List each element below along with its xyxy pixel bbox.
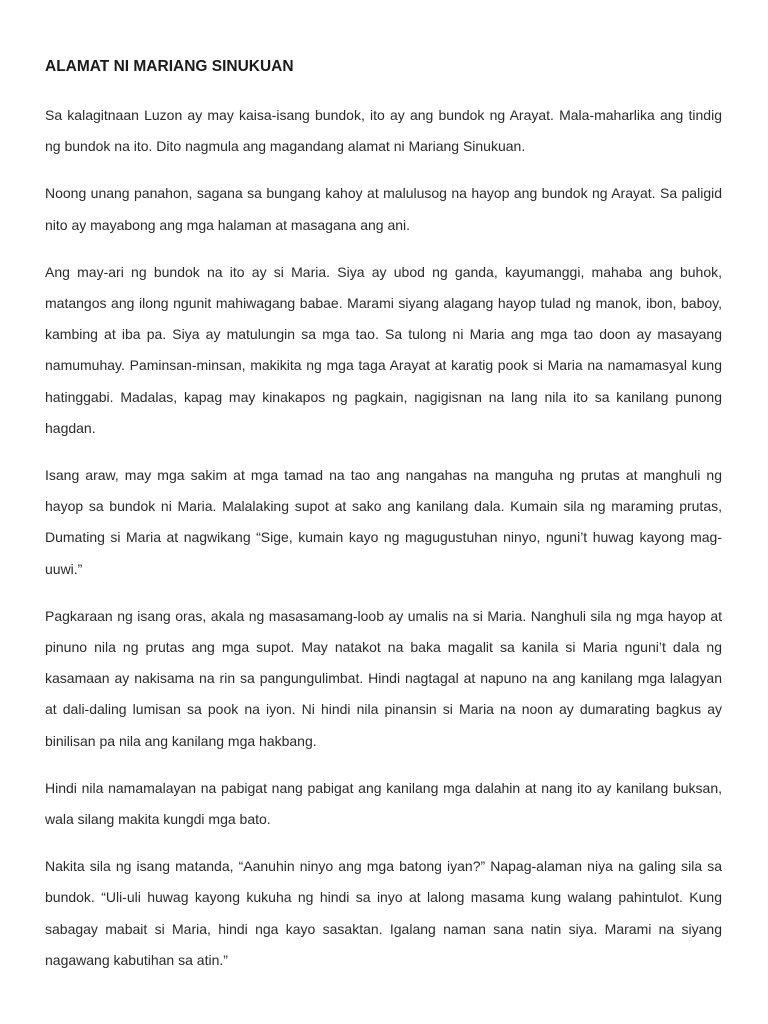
paragraph-2: Noong unang panahon, sagana sa bungang kahoy at malulusog na hayop ang bundok ng Arayat. Sa paligid nito ay mayabong ang mga halaman at masagana ang ani. bbox=[45, 185, 722, 233]
paragraph-1: Sa kalagitnaan Luzon ay may kaisa-isang bundok, ito ay ang bundok ng Arayat. Mala-maharlika ang tindig ng bundok na ito. Dito nagmula ang magandang alamat ni Mariang Sinukuan. bbox=[45, 107, 722, 155]
paragraph-5: Pagkaraan ng isang oras, akala ng masasamang-loob ay umalis na si Maria. Nanghuli sila ng mga hayop at pinuno nila ng prutas ang mga supot. May natakot na baka magalit sa kanila si Maria nguni’t dala ng kasamaan ay nakisama na rin sa pangungulimbat. Hindi nagtagal at napuno na ang kanilang mga lalagyan at dali-daling lumisan sa pook na iyon. Ni hindi nila pinansin si Maria na noon ay dumarating bagkus ay binilisan pa nila ang kanilang mga hakbang. bbox=[45, 607, 722, 749]
document-title: ALAMAT NI MARIANG SINUKUAN bbox=[45, 58, 294, 75]
paragraph-4: Isang araw, may mga sakim at mga tamad na tao ang nangahas na manguha ng prutas at manghuli ng hayop sa bundok ni Maria. Malalaking supot at sako ang kanilang dala. Kumain sila ng maraming prutas, Dumating si Maria at nagwikang “Sige, kumain kayo ng magugustuhan ninyo, nguni’t huwag kayong mag-uuwi.” bbox=[45, 467, 722, 577]
paragraph-7: Nakita sila ng isang matanda, “Aanuhin ninyo ang mga batong iyan?” Napag-alaman niya na galing sila sa bundok. “Uli-uli huwag kayong kukuha ng hindi sa inyo at lalong masama kung walang pahintulot. Kung sabagay mabait si Maria, hindi nga kayo sasaktan. Igalang naman sana natin siya. Marami na siyang nagawang kabutihan sa atin.” bbox=[45, 858, 722, 968]
paragraph-6: Hindi nila namamalayan na pabigat nang pabigat ang kanilang mga dalahin at nang ito ay kanilang buksan, wala silang makita kungdi mga bato. bbox=[45, 779, 722, 828]
document-page bbox=[45, 52, 722, 992]
paragraph-3: Ang may-ari ng bundok na ito ay si Maria. Siya ay ubod ng ganda, kayumanggi, mahaba ang buhok, matangos ang ilong ngunit mahiwagang babae. Marami siyang alagang hayop tulad ng manok, ibon, baboy, kambing at iba pa. Siya ay matulungin sa mga tao. Sa tulong ni Maria ang mga tao doon ay masayang namumuhay. Paminsan-minsan, makikita ng mga taga Arayat at karatig pook si Maria na namamasyal kung hatinggabi. Madalas, kapag may kinakapos ng pagkain, nagigisnan na lang nila ito sa kanilang punong hagdan. bbox=[45, 263, 722, 436]
